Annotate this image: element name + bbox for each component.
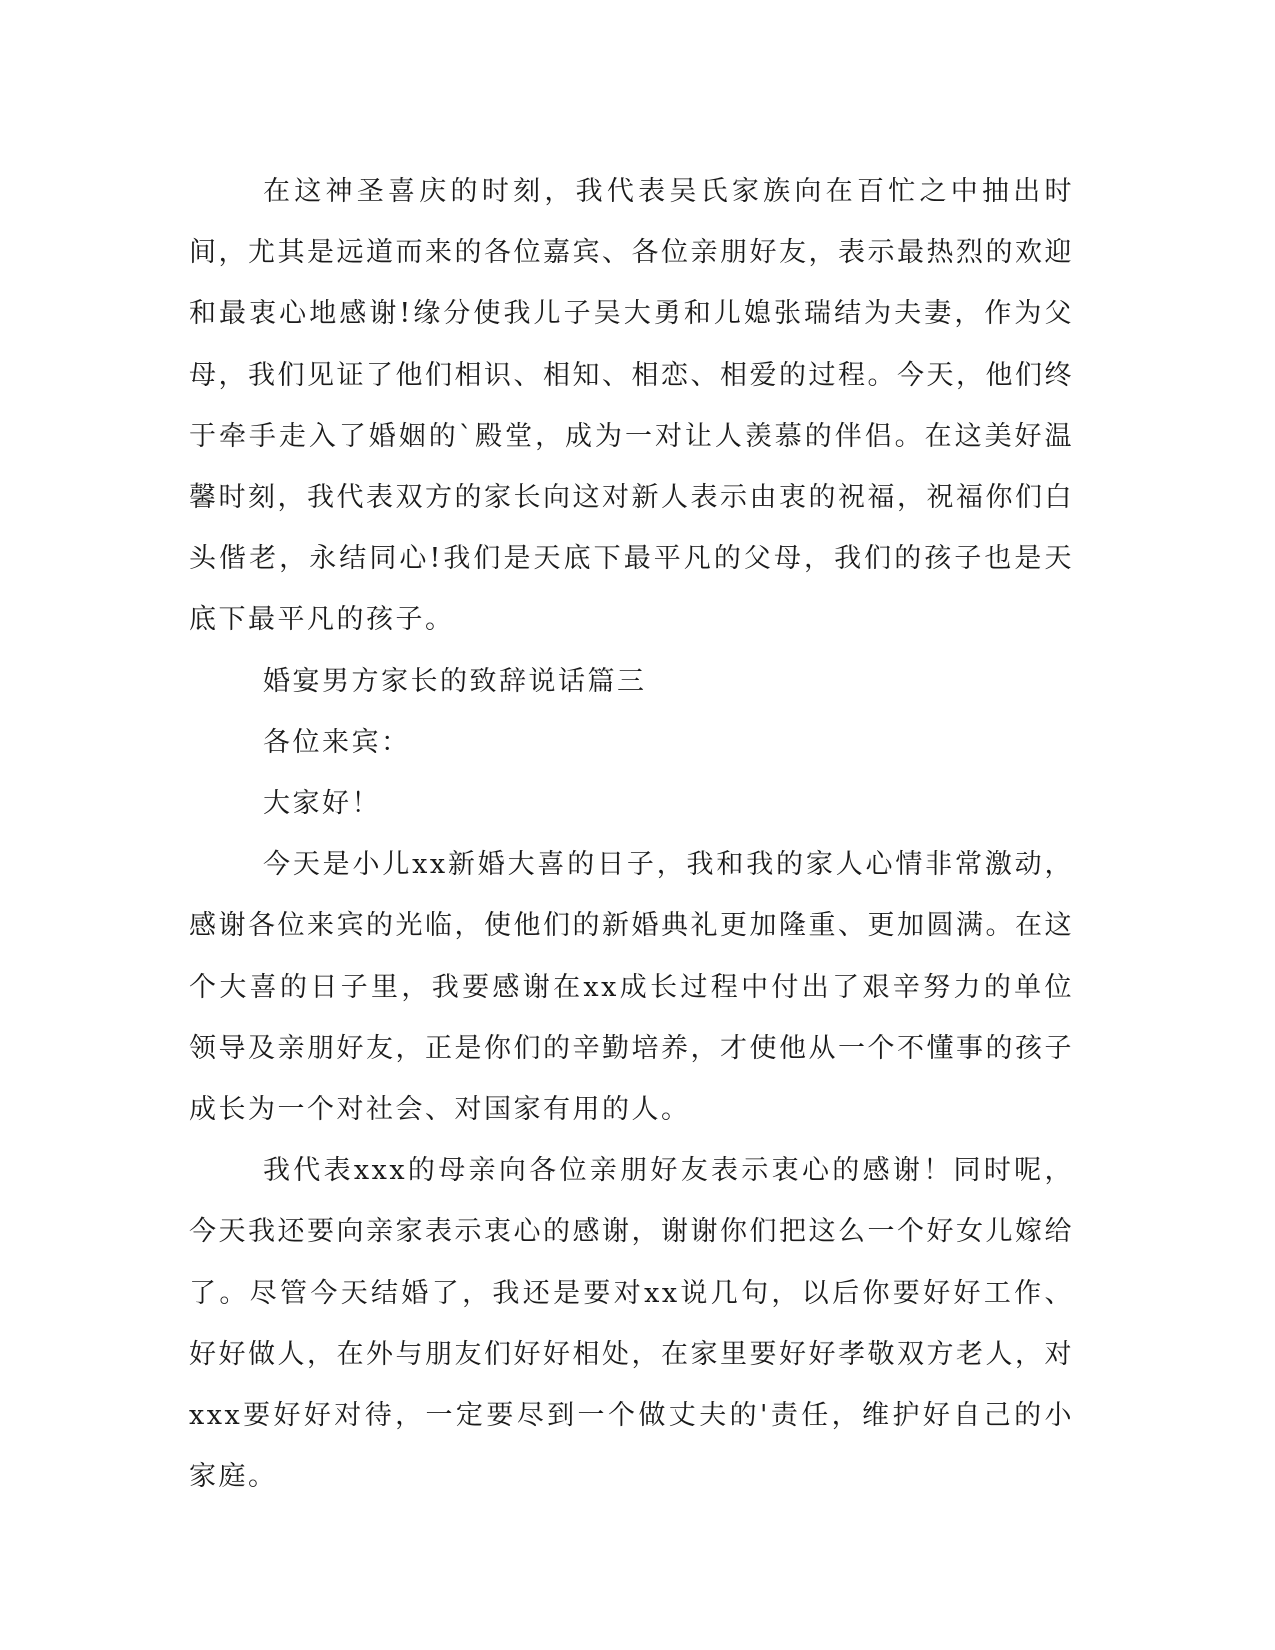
- paragraph-thanks-guests: 今天是小儿xx新婚大喜的日子，我和我的家人心情非常激动，感谢各位来宾的光临，使他们的新婚典礼更加隆重、更加圆满。在这个大喜的日子里，我要感谢在xx成长过程中付出了艰辛努力的单位领导及亲朋好友，正是你们的辛勤培养，才使他从一个不懂事的孩子成长为一个对社会、对国家有用的人。: [189, 849, 1074, 1126]
- document-body: [189, 161, 1074, 1507]
- paragraph-wedding-greeting: 在这神圣喜庆的时刻，我代表吴氏家族向在百忙之中抽出时间，尤其是远道而来的各位嘉宾、各位亲朋好友，表示最热烈的欢迎和最衷心地感谢!缘分使我儿子吴大勇和儿媳张瑞结为夫妻，作为父母，我们见证了他们相识、相知、相恋、相爱的过程。今天，他们终于牵手走入了婚姻的`殿堂，成为一对让人羡慕的伴侣。在这美好温馨时刻，我代表双方的家长向这对新人表示由衷的祝福，祝福你们白头偕老，永结同心!我们是天底下最平凡的父母，我们的孩子也是天底下最平凡的孩子。: [189, 176, 1074, 636]
- greeting: 大家好！: [263, 788, 381, 820]
- salutation: 各位来宾：: [263, 726, 411, 758]
- paragraph-thanks-in-laws: 我代表xxx的母亲向各位亲朋好友表示衷心的感谢！同时呢，今天我还要向亲家表示衷心的感谢，谢谢你们把这么一个好女儿嫁给了。尽管今天结婚了，我还是要对xx说几句，以后你要好好工作、好好做人，在外与朋友们好好相处，在家里要好好孝敬双方老人，对xxx要好好对待，一定要尽到一个做丈夫的'责任，维护好自己的小家庭。: [189, 1155, 1074, 1493]
- section-heading: 婚宴男方家长的致辞说话篇三: [263, 665, 647, 697]
